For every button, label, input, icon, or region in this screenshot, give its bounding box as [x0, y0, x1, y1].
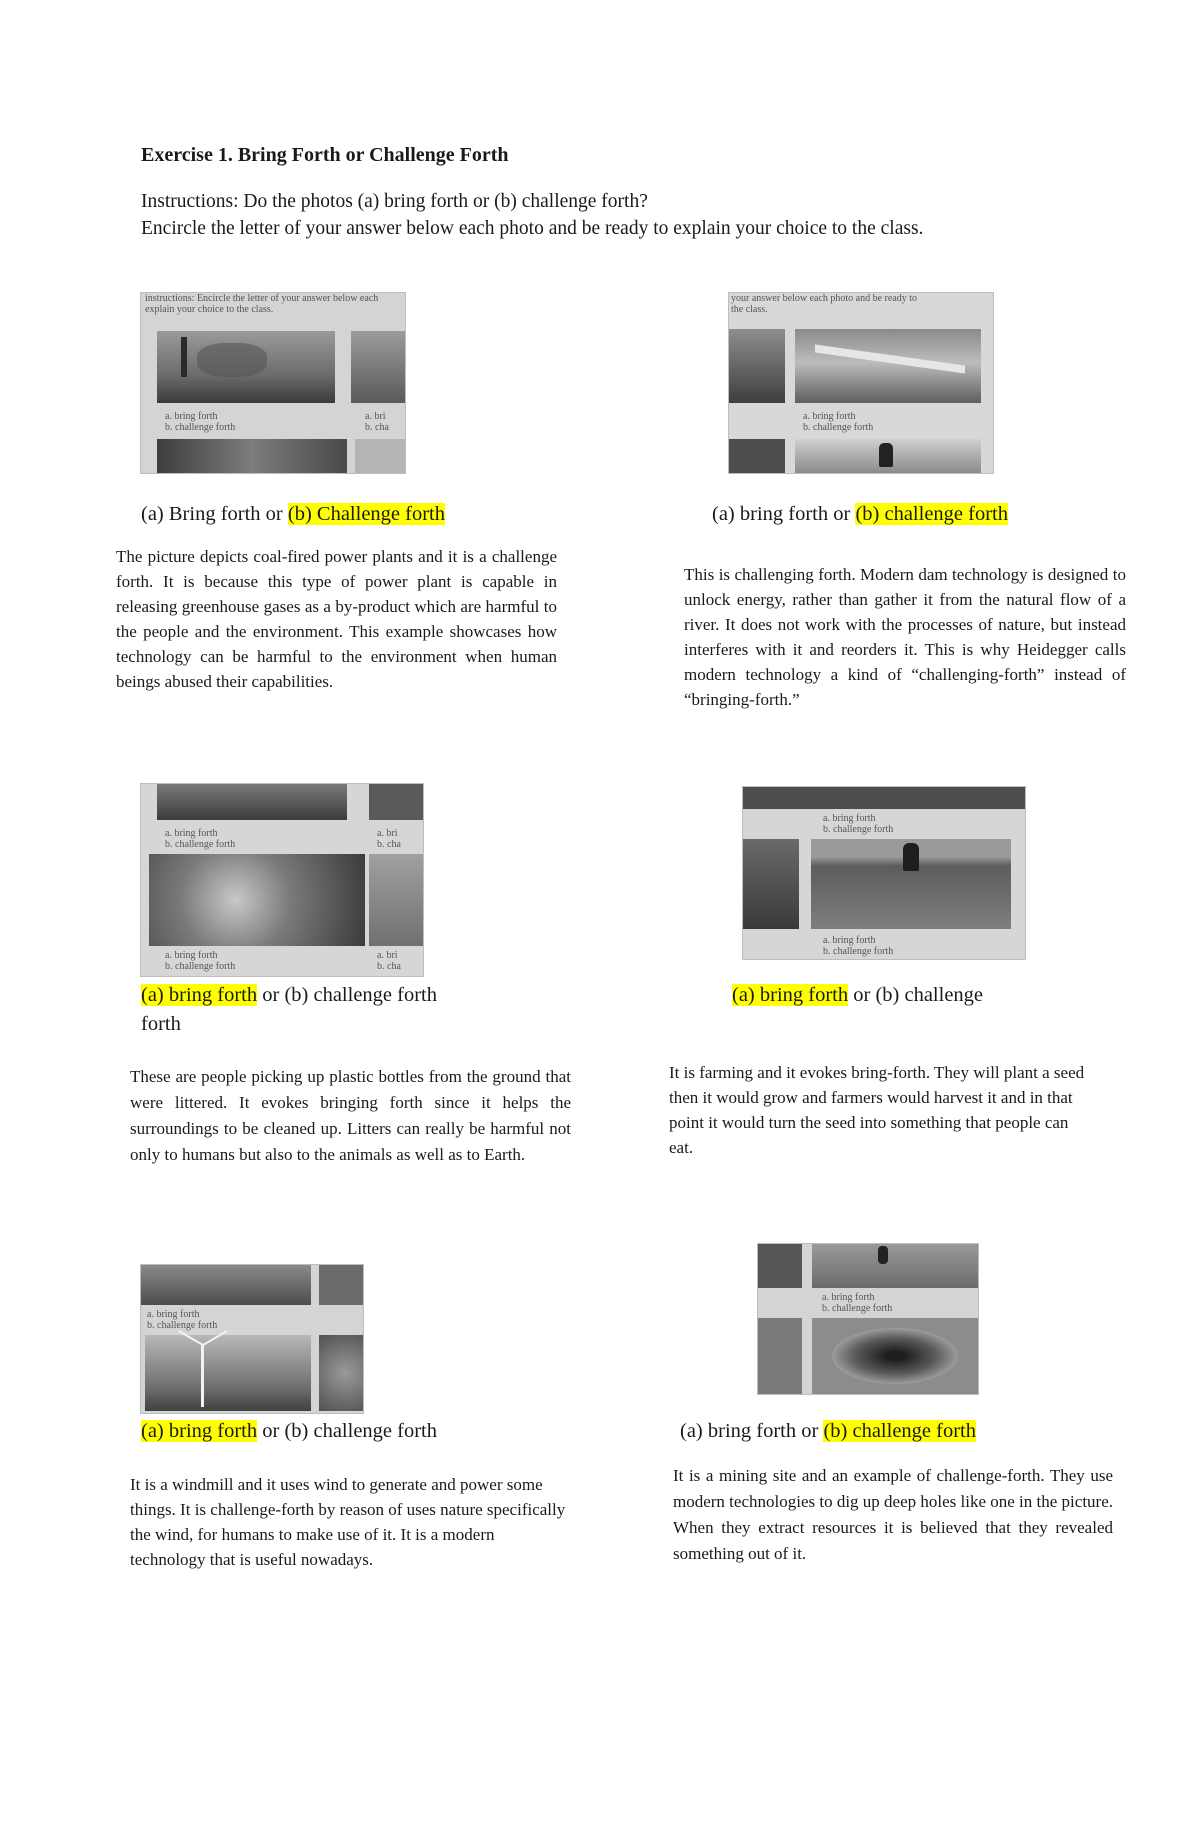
answer-1[interactable]: (a) Bring forth or (b) Challenge forth	[141, 503, 445, 525]
explanation-3: These are people picking up plastic bottles from the ground that were littered. It evokes bringing forth since it helps the surroundings to be cleaned up. Litters can really be harmful not only to humans but also to the animals as well as to Earth.	[130, 1067, 571, 1164]
explanation-4: It is farming and it evokes bring-forth. They will plant a seed then it would grow and farmers would harvest it and in that point it would turn the seed into something that people can eat.	[669, 1063, 1085, 1157]
instructions-line-1: Instructions: Do the photos (a) bring forth or (b) challenge forth?	[141, 191, 648, 212]
answer-3-wrap: forth	[141, 1013, 181, 1035]
photo-mining-site: a. bring forth b. challenge forth	[757, 1243, 979, 1395]
exercise-title: Exercise 1. Bring Forth or Challenge Forth	[141, 144, 509, 166]
answer-2[interactable]: (a) bring forth or (b) challenge forth	[712, 503, 1008, 525]
highlighted-answer: (b) challenge forth	[823, 1420, 976, 1442]
explanation-1: The picture depicts coal-fired power plants and it is a challenge forth. It is because this type of power plant is capable in releasing greenhouse gases as a by-product which are harmful to the people and the environment. This example showcases how technology can be harmful to the environment when human beings abused their capabilities.	[116, 547, 557, 691]
highlighted-answer: (b) Challenge forth	[287, 503, 445, 525]
highlighted-answer: (a) bring forth	[141, 984, 258, 1006]
answer-4[interactable]: (a) bring forth or (b) challenge	[732, 984, 984, 1006]
highlighted-answer: (a) bring forth	[141, 1420, 258, 1442]
photo-coal-power-plant: instructions: Encircle the letter of your answer below each explain your choice to the class. a. bring forth b. challenge forth a. bri b. cha	[140, 292, 406, 474]
explanation-5: It is a windmill and it uses wind to generate and power some things. It is challenge-forth by reason of uses nature specifically the wind, for humans to make use of it. It is a modern technology that is useful nowadays.	[130, 1475, 566, 1569]
highlighted-answer: (a) bring forth	[732, 984, 849, 1006]
explanation-2: This is challenging forth. Modern dam technology is designed to unlock energy, rather than gather it from the natural flow of a river. It does not work with the processes of nature, but instead interferes with it and reorders it. This is why Heidegger calls modern technology a kind of “challenging-forth” instead of “bringing-forth.”	[684, 565, 1126, 709]
photo-windmill: a. bring forth b. challenge forth	[140, 1264, 364, 1414]
highlighted-answer: (b) challenge forth	[855, 503, 1008, 525]
photo-dam: your answer below each photo and be ready to the class. a. bring forth b. challenge forth	[728, 292, 994, 474]
instructions-line-2: Encircle the letter of your answer below each photo and be ready to explain your choice to the class.	[141, 218, 924, 239]
photo-farming: a. bring forth b. challenge forth a. bring forth b. challenge forth	[742, 786, 1026, 960]
instructions	[141, 188, 1041, 242]
explanation-6: It is a mining site and an example of challenge-forth. They use modern technologies to dig up deep holes like one in the picture. When they extract resources it is believed that they revealed something out of it.	[673, 1466, 1113, 1563]
answer-3[interactable]: (a) bring forth or (b) challenge forth	[141, 984, 437, 1006]
photo-litter-cleanup: a. bring forth b. challenge forth a. bri b. cha a. bring forth b. challenge forth a. bri b. cha	[140, 783, 424, 977]
answer-5[interactable]: (a) bring forth or (b) challenge forth	[141, 1420, 437, 1442]
answer-6[interactable]: (a) bring forth or (b) challenge forth	[680, 1420, 976, 1442]
